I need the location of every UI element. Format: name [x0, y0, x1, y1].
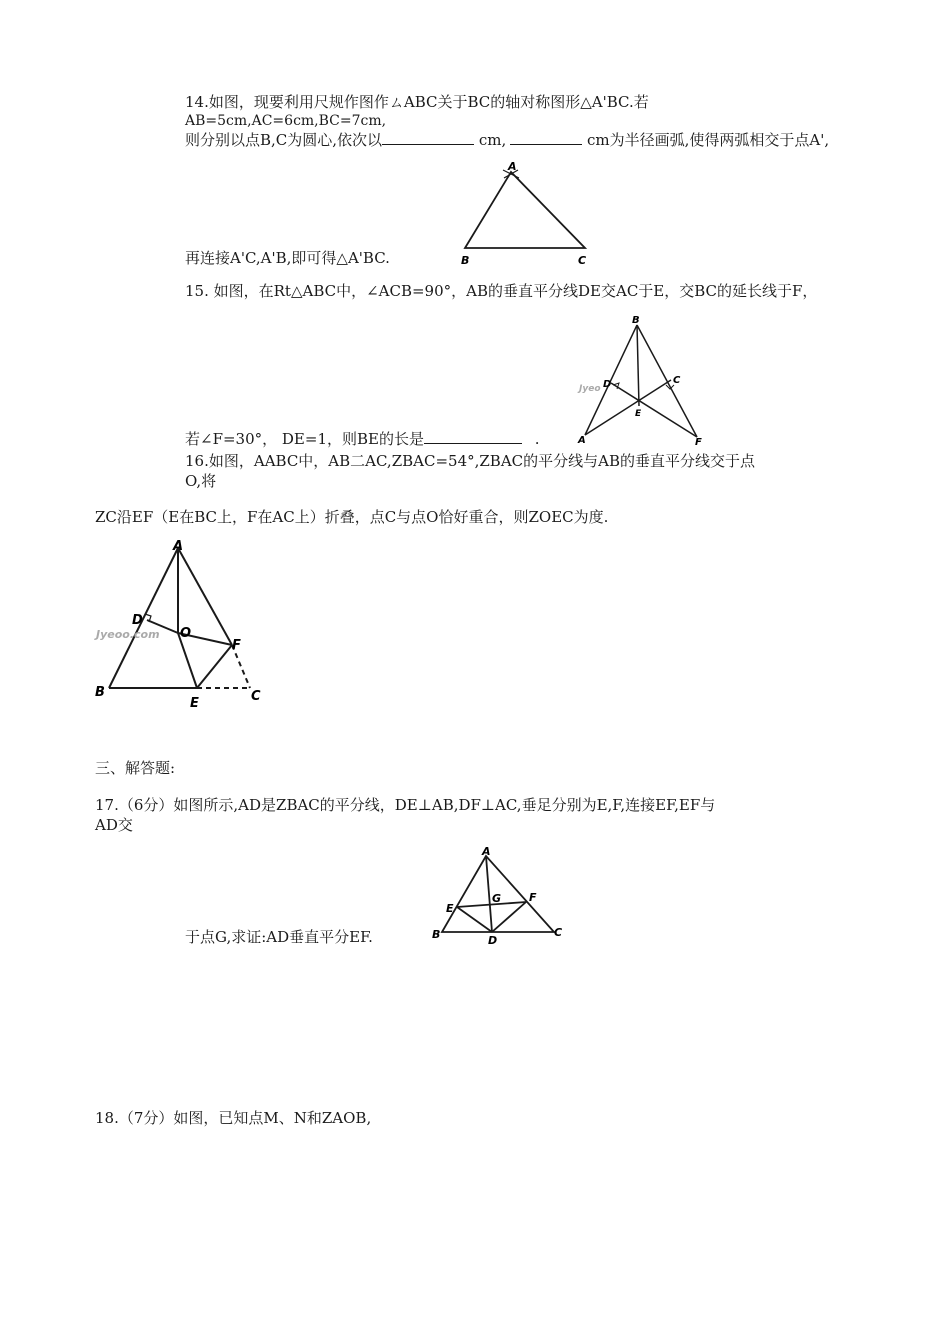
q15-figure	[575, 313, 715, 448]
q15-label-F: F	[695, 437, 702, 448]
q14-figure	[455, 160, 605, 270]
q15-watermark: Jyeo	[579, 384, 601, 394]
q17-label-C: C	[554, 926, 563, 939]
q14-label-A: A	[508, 160, 517, 173]
q15-segment-BE	[637, 325, 639, 406]
q16-label-E: E	[190, 696, 199, 711]
q16-segment-OE	[178, 633, 197, 688]
q17-label-A: A	[482, 845, 491, 858]
q16-label-D: D	[132, 613, 143, 628]
q14-line4: 再连接A'C,A'B,即可得△A'BC.	[185, 249, 390, 267]
q17-segment-DF	[492, 902, 526, 932]
q17-label-E: E	[446, 902, 454, 915]
q16-label-B: B	[95, 685, 105, 700]
q17-label-B: B	[432, 928, 441, 941]
q16-fold-EF	[197, 645, 232, 688]
q16-figure	[92, 538, 272, 710]
q17-line3: 于点G,求证:AD垂直平分EF.	[185, 928, 373, 946]
q17-label-G: G	[492, 892, 502, 905]
q14-line3	[185, 130, 829, 149]
q16-label-F: F	[232, 638, 241, 653]
section3-title: 三、解答题:	[95, 759, 176, 777]
q14-label-B: B	[461, 254, 470, 267]
q14-text-a: 则分别以点B,C为圆心,依次以	[185, 131, 383, 149]
q16-label-O: O	[180, 626, 192, 641]
q14-line1: 14.如图，现要利用尺规作图作ㄙABC关于BC的轴对称图形△A'BC.若	[185, 93, 649, 111]
q14-label-C: C	[578, 254, 587, 267]
q15-text-b: .	[534, 430, 540, 448]
q14-text-b: cm,	[478, 131, 507, 149]
q16-line1: 16.如图，AABC中，AB二AC,ZBAC=54°,ZBAC的平分线与AB的垂直平分线交于点	[185, 452, 755, 470]
q16-side-AB	[109, 548, 178, 688]
q14-text-c: cm为半径画弧,使得两弧相交于点A',	[587, 131, 830, 149]
q15-label-B: B	[632, 315, 640, 326]
q14-triangle	[465, 172, 585, 248]
q15-text-a: 若∠F=30°， DE=1，则BE的长是	[185, 430, 424, 448]
q17-segment-DE	[457, 907, 492, 932]
q17-label-D: D	[488, 934, 498, 947]
q15-label-C: C	[673, 375, 681, 386]
q14-blank-2[interactable]	[510, 130, 582, 145]
q15-line1: 15. 如图，在Rt△ABC中，∠ACB=90°，AB的垂直平分线DE交AC于E，交BC的延长线于F，	[185, 282, 818, 300]
q14-line2: AB=5cm,AC=6cm,BC=7cm,	[185, 113, 387, 129]
q14-blank-1[interactable]	[382, 130, 474, 145]
q17-label-F: F	[529, 891, 537, 904]
q16-line2: O,将	[185, 472, 217, 490]
q16-label-C: C	[251, 689, 261, 704]
q17-line1: 17.（6分）如图所示,AD是ZBAC的平分线，DE⊥AB,DF⊥AC,垂足分别为E,F,连接EF,EF与	[95, 796, 716, 814]
q16-watermark: Jyeoo.com	[96, 628, 160, 641]
q15-label-D: D	[603, 379, 612, 390]
q17-line2: AD交	[95, 816, 133, 834]
q18-line1: 18.（7分）如图，已知点M、N和ZAOB,	[95, 1109, 372, 1127]
q17-figure	[430, 844, 570, 948]
q15-line2	[185, 429, 540, 448]
q15-label-E: E	[635, 409, 642, 419]
q16-line3: ZC沿EF（E在BC上，F在AC上）折叠，点C与点O恰好重合，则ZOEC为度.	[95, 508, 609, 526]
q16-label-A: A	[173, 539, 184, 554]
q15-label-A: A	[578, 435, 586, 446]
q15-side-BF	[637, 325, 697, 437]
q15-blank[interactable]	[424, 429, 522, 444]
